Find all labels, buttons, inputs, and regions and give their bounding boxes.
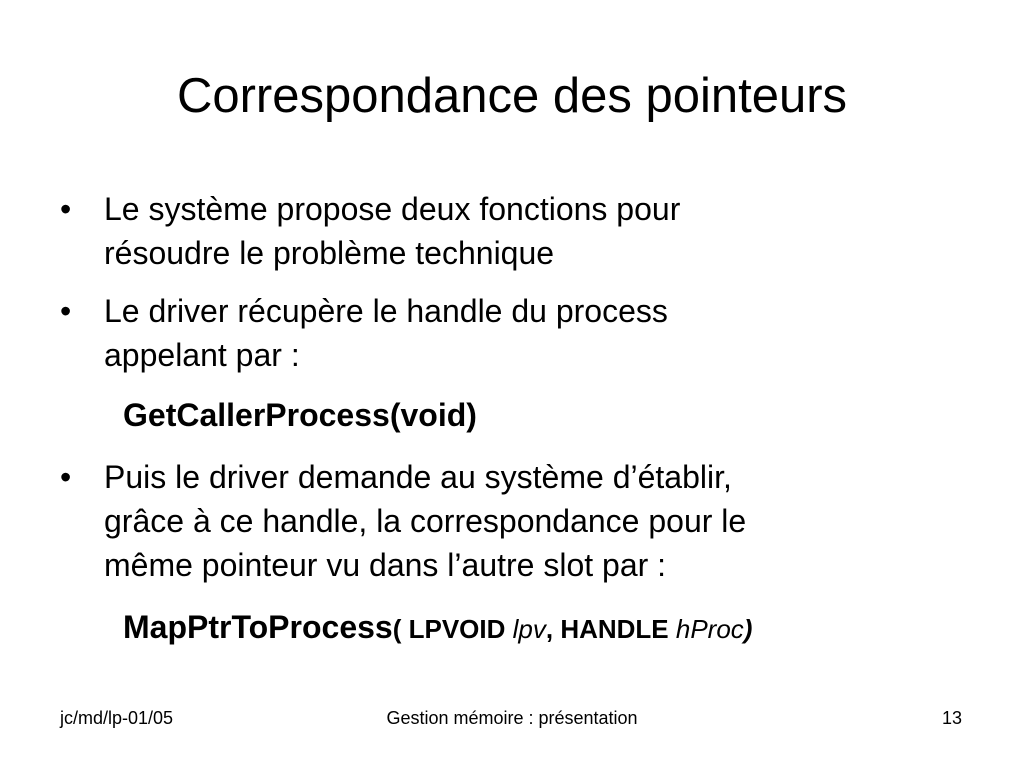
bullet-line: résoudre le problème technique: [104, 235, 555, 271]
bullet-marker: •: [60, 293, 72, 329]
slide-title: Correspondance des pointeurs: [176, 69, 848, 123]
bullet-line: grâce à ce handle, la correspondance pour le: [104, 503, 747, 539]
footer-title: Gestion mémoire : présentation: [386, 708, 638, 728]
bullet-line: Le driver récupère le handle du process: [104, 293, 668, 329]
bullet-line: Puis le driver demande au système d’établir,: [104, 459, 732, 495]
footer-author: jc/md/lp-01/05: [60, 708, 174, 728]
bullet-marker: •: [60, 459, 72, 495]
code-getcallerprocess: [123, 393, 477, 437]
bullet-text: [104, 289, 668, 377]
function-name: GetCallerProcess(void): [123, 397, 477, 433]
param-type: LPVOID: [408, 614, 513, 644]
function-name: MapPtrToProcess: [123, 609, 393, 645]
close-paren: ): [743, 614, 753, 644]
param-type: HANDLE: [560, 614, 676, 644]
param-separator: ,: [545, 614, 561, 644]
open-paren: (: [392, 614, 409, 644]
bullet-line: appelant par :: [104, 337, 300, 373]
bullet-text: [104, 187, 680, 275]
bullet-line: même pointeur vu dans l’autre slot par :: [104, 547, 667, 583]
bullet-marker: •: [60, 191, 72, 227]
param-name: hProc: [675, 614, 744, 644]
bullet-text: [104, 455, 746, 587]
page-number: 13: [941, 708, 962, 728]
code-mapptrtoprocess: [123, 605, 752, 651]
bullet-line: Le système propose deux fonctions pour: [104, 191, 681, 227]
param-name: lpv: [512, 614, 546, 644]
